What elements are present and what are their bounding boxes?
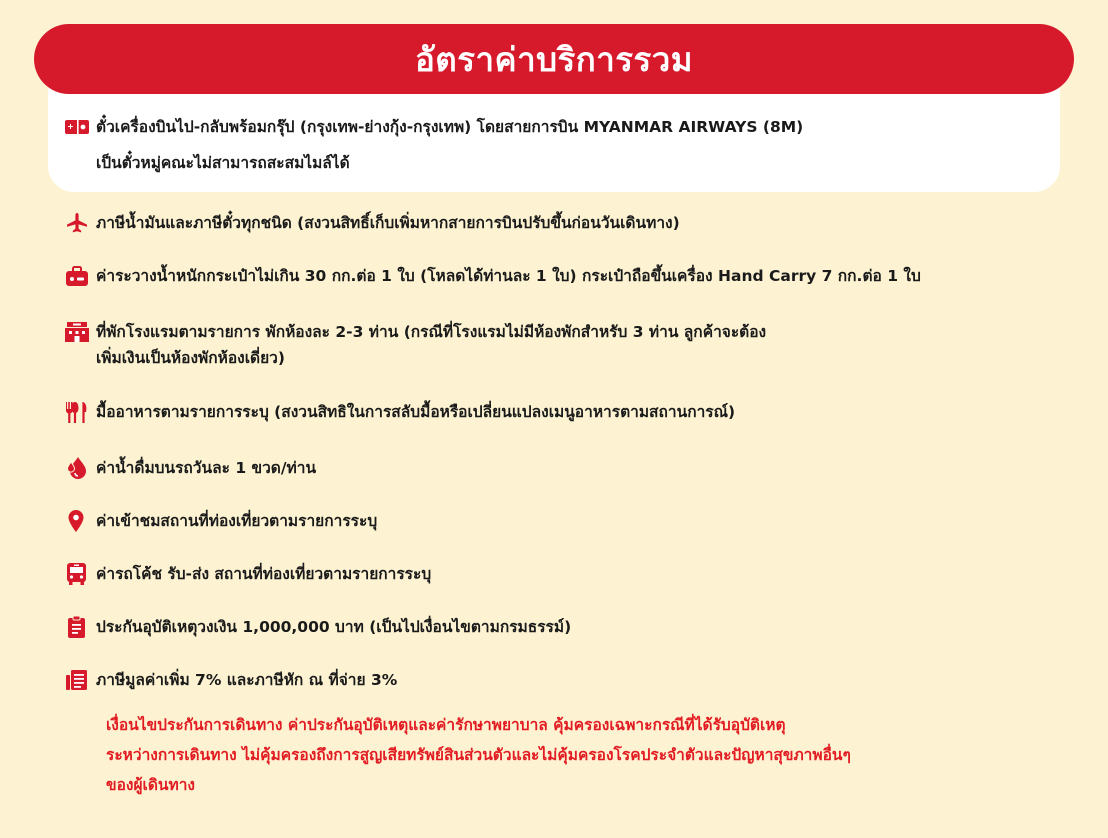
item-text-line: ภาษีมูลค่าเพิ่ม 7% และภาษีหัก ณ ที่จ่าย 3% — [96, 671, 398, 689]
item-text-line: ค่าระวางน้ำหนักกระเป๋าไม่เกิน 30 กก.ต่อ 1 ใบ (โหลดได้ท่านละ 1 ใบ) กระเป๋าถือขึ้นเครื่อง Hand Carry 7 กก.ต่อ 1 ใบ — [96, 267, 921, 285]
list-item-insurance — [64, 612, 1088, 642]
airplane-icon — [64, 208, 96, 238]
item-text-line: ประกันอุบัติเหตุวงเงิน 1,000,000 บาท (เป็นไปเงื่อนไขตามกรมธรรม์) — [96, 618, 572, 636]
note-line: เงื่อนไขประกันการเดินทาง ค่าประกันอุบัติเหตุและค่ารักษาพยาบาล คุ้มครองเฉพาะกรณีที่ได้รับอุบัติเหตุ — [106, 716, 786, 734]
list-item-coach — [64, 559, 1088, 589]
page-title: อัตราค่าบริการรวม — [34, 24, 1074, 94]
receipt-icon — [64, 665, 96, 695]
item-text-line: ค่าเข้าชมสถานที่ท่องเที่ยวตามรายการระบุ — [96, 512, 378, 530]
clipboard-icon — [64, 612, 96, 642]
note-line: ระหว่างการเดินทาง ไม่คุ้มครองถึงการสูญเสียทรัพย์สินส่วนตัวและไม่คุ้มครองโรคประจำตัวและปัญหาสุขภาพอื่นๆ — [106, 746, 851, 764]
item-text-line: ค่าน้ำดื่มบนรถวันละ 1 ขวด/ท่าน — [96, 459, 317, 477]
list-item-admission — [64, 506, 1088, 536]
item-text-line: ที่พักโรงแรมตามรายการ พักห้องละ 2-3 ท่าน (กรณีที่โรงแรมไม่มีห้องพักสำหรับ 3 ท่าน ลูกค้าจะต้อง — [96, 323, 767, 341]
location-pin-icon — [64, 506, 96, 536]
list-item-taxes — [64, 208, 1088, 238]
item-text-line: ภาษีน้ำมันและภาษีตั๋วทุกชนิด (สงวนสิทธิ์เก็บเพิ่มหากสายการบินปรับขึ้นก่อนวันเดินทาง) — [96, 214, 680, 232]
item-text-line: มื้ออาหารตามรายการระบุ (สงวนสิทธิในการสลับมื้อหรือเปลี่ยนแปลงเมนูอาหารตามสถานการณ์) — [96, 403, 736, 421]
list-item-meals — [64, 397, 1088, 427]
luggage-icon — [64, 261, 96, 291]
item-text-line: ตั๋วเครื่องบินไป-กลับพร้อมกรุ๊ป (กรุงเทพ-ย่างกุ้ง-กรุงเทพ) โดยสายการบิน MYANMAR AIRWAYS (8M) — [96, 118, 804, 136]
fork-knife-icon — [64, 397, 96, 427]
list-item-flight-ticket — [64, 112, 1088, 178]
note-line: ของผู้เดินทาง — [106, 776, 196, 794]
water-drop-icon — [64, 453, 96, 483]
item-text-line: เพิ่มเงินเป็นห้องพักห้องเดี่ยว) — [96, 349, 285, 367]
ticket-icon — [64, 112, 96, 142]
list-item-baggage — [64, 261, 1088, 291]
insurance-note — [106, 710, 1088, 800]
list-item-water — [64, 453, 1088, 483]
item-text-line: ค่ารถโค้ช รับ-ส่ง สถานที่ท่องเที่ยวตามรายการระบุ — [96, 565, 432, 583]
list-item-vat — [64, 665, 1088, 695]
hotel-icon — [64, 317, 96, 347]
bus-icon — [64, 559, 96, 589]
item-text-line: เป็นตั๋วหมู่คณะไม่สามารถสะสมไมล์ได้ — [96, 154, 350, 172]
list-item-hotel — [64, 317, 1088, 373]
